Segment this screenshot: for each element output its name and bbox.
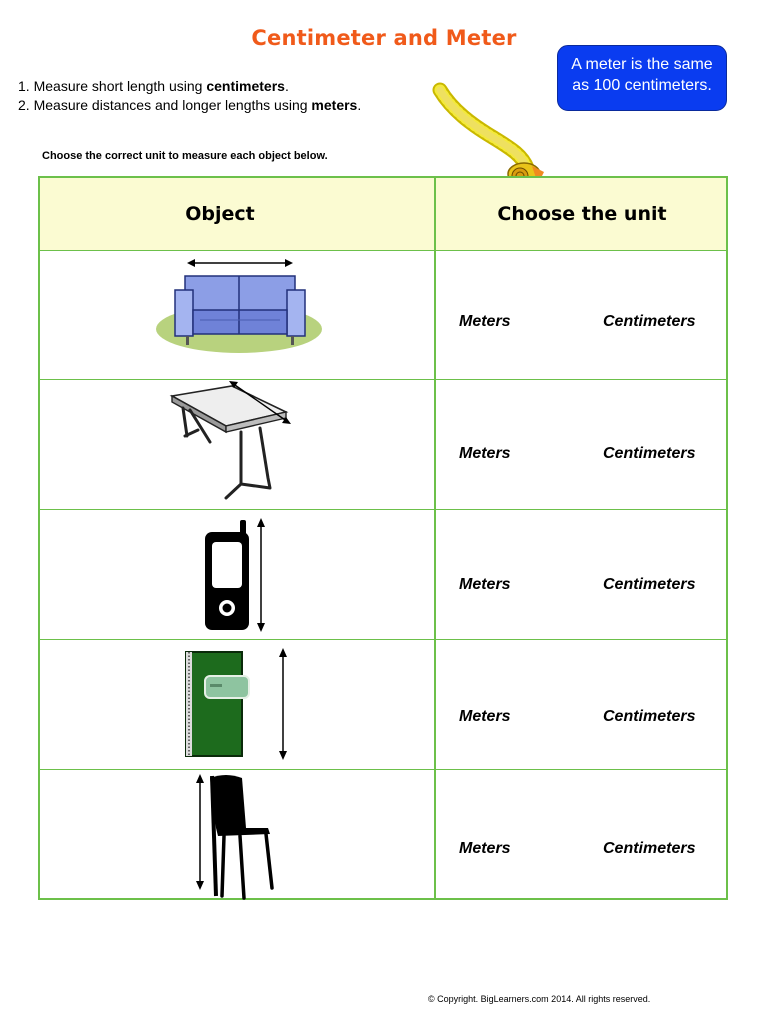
instructions-list <box>18 77 361 115</box>
instruction-item <box>18 77 361 96</box>
table-row <box>40 250 726 380</box>
instruction-keyword: meters <box>311 97 358 113</box>
page-title: Centimeter and Meter <box>251 26 517 50</box>
option-meters[interactable]: Meters <box>459 840 511 857</box>
instruction-keyword: centimeters <box>206 78 285 94</box>
table-row <box>40 510 726 640</box>
table-row <box>40 380 726 510</box>
option-meters[interactable]: Meters <box>459 576 511 593</box>
option-centimeters[interactable]: Centimeters <box>603 708 696 725</box>
table-header <box>40 178 726 251</box>
option-meters[interactable]: Meters <box>459 445 511 462</box>
callout-line: A meter is the same <box>571 56 713 73</box>
instruction-text: Measure short length using <box>33 78 207 94</box>
instruction-end: . <box>284 78 289 94</box>
option-centimeters[interactable]: Centimeters <box>603 445 696 462</box>
column-divider <box>434 178 436 898</box>
sofa-icon <box>40 250 434 380</box>
option-meters[interactable]: Meters <box>459 708 511 725</box>
instruction-item <box>18 96 361 115</box>
option-centimeters[interactable]: Centimeters <box>603 576 696 593</box>
notebook-icon <box>40 640 434 770</box>
instruction-end: . <box>357 97 362 113</box>
cellphone-icon <box>40 510 434 640</box>
column-header-unit: Choose the unit <box>497 203 667 225</box>
info-callout <box>557 45 727 111</box>
instruction-number: 1. <box>18 78 30 94</box>
option-centimeters[interactable]: Centimeters <box>603 840 696 857</box>
worksheet-table <box>38 176 728 900</box>
table-row <box>40 770 726 900</box>
table-row <box>40 640 726 770</box>
task-prompt: Choose the correct unit to measure each object below. <box>42 150 328 162</box>
measuring-tape-icon <box>432 80 552 190</box>
callout-line: as 100 centimeters. <box>572 77 712 94</box>
instruction-text: Measure distances and longer lengths using <box>33 97 312 113</box>
option-centimeters[interactable]: Centimeters <box>603 313 696 330</box>
chair-icon <box>40 770 434 900</box>
table-icon <box>40 380 434 510</box>
column-header-object: Object <box>185 203 255 225</box>
option-meters[interactable]: Meters <box>459 313 511 330</box>
copyright-notice: © Copyright. BigLearners.com 2014. All rights reserved. <box>428 994 651 1004</box>
instruction-number: 2. <box>18 97 30 113</box>
